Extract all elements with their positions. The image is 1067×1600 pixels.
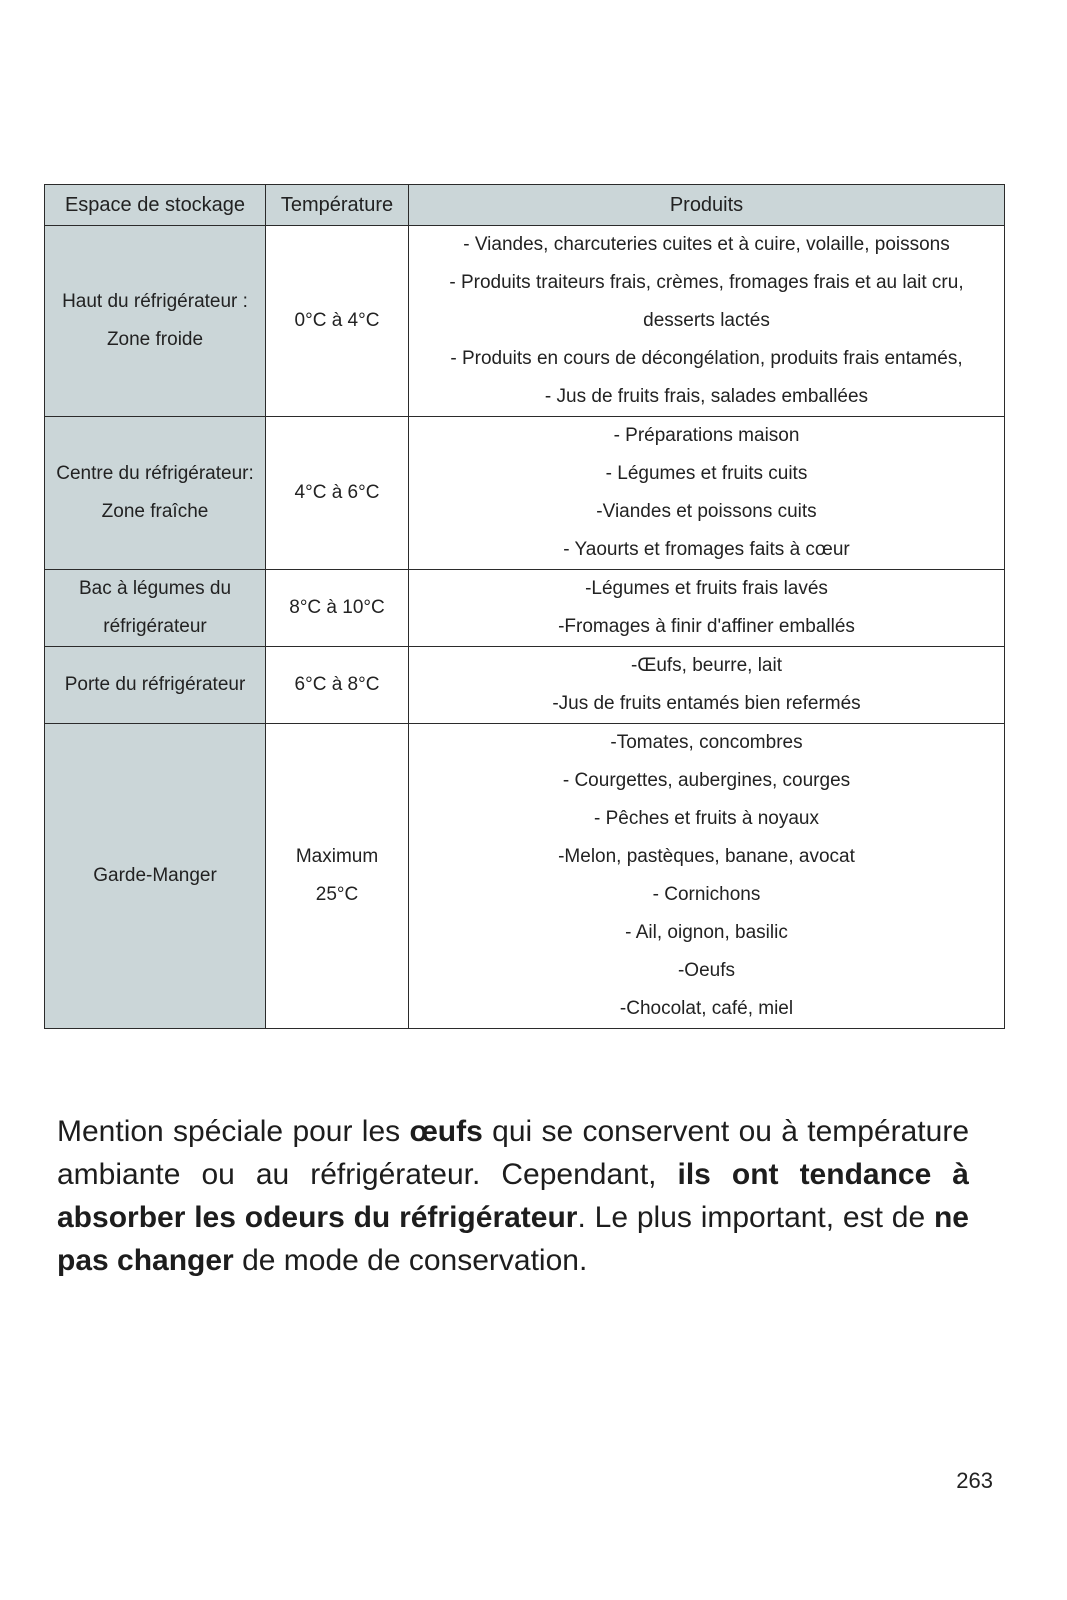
temperature-value: 8°C à 10°C [289, 597, 385, 618]
product-item: -Chocolat, café, miel [619, 998, 794, 1019]
product-item: -Oeufs [677, 960, 736, 981]
product-item: -Tomates, concombres [610, 732, 803, 753]
table-row [45, 417, 1005, 570]
bold-do-not-change: ne pas changer [57, 1201, 969, 1277]
storage-zone-label: Porte du réfrigérateur [64, 674, 246, 695]
product-item: -Œufs, beurre, lait [631, 655, 782, 676]
product-item: -Viandes et poissons cuits [596, 501, 817, 522]
temperature-value: Maximum [295, 846, 379, 867]
header-storage-space: Espace de stockage [45, 185, 266, 226]
products-cell [409, 417, 1005, 570]
storage-table [44, 184, 1005, 1029]
products-cell [409, 724, 1005, 1029]
product-item: - Légumes et fruits cuits [605, 463, 808, 484]
storage-zone-label: Zone fraîche [101, 501, 209, 522]
product-item: - Viandes, charcuteries cuites et à cuire, volaille, poissons [463, 234, 950, 255]
page-number: 263 [956, 1468, 993, 1493]
storage-zone-label: Centre du réfrigérateur: [56, 463, 254, 484]
temperature-cell [266, 417, 409, 570]
storage-zone-cell [45, 724, 266, 1029]
bold-eggs: œufs [409, 1115, 483, 1148]
product-item: - Préparations maison [613, 425, 800, 446]
bold-absorb-odours: ils ont tendance à absorber les odeurs du réfrigérateur [57, 1158, 969, 1234]
temperature-cell [266, 570, 409, 647]
table-row [45, 226, 1005, 417]
temperature-value: 25°C [315, 884, 359, 905]
temperature-value: 6°C à 8°C [294, 674, 380, 695]
product-item: - Yaourts et fromages faits à cœur [563, 539, 850, 560]
table-row [45, 724, 1005, 1029]
table-row [45, 647, 1005, 724]
product-item: - Pêches et fruits à noyaux [594, 808, 819, 829]
table-row [45, 570, 1005, 647]
product-item: - Produits traiteurs frais, crèmes, fromages frais et au lait cru, desserts lactés [449, 272, 964, 331]
header-temperature: Température [266, 185, 409, 226]
temperature-cell [266, 226, 409, 417]
table-header-row [45, 185, 1005, 226]
temperature-cell [266, 647, 409, 724]
product-item: -Fromages à finir d'affiner emballés [558, 616, 855, 637]
product-item: -Jus de fruits entamés bien refermés [552, 693, 861, 714]
storage-zone-cell [45, 570, 266, 647]
temperature-value: 0°C à 4°C [294, 310, 380, 331]
product-item: - Produits en cours de décongélation, produits frais entamés, [450, 348, 963, 369]
storage-zone-label: Haut du réfrigérateur : [62, 291, 248, 312]
storage-zone-cell [45, 647, 266, 724]
storage-zone-label: réfrigérateur [103, 616, 207, 637]
storage-zone-label: Zone froide [106, 329, 204, 350]
storage-zone-cell [45, 226, 266, 417]
storage-zone-cell [45, 417, 266, 570]
header-products: Produits [409, 185, 1005, 226]
product-item: - Jus de fruits frais, salades emballées [544, 386, 869, 407]
temperature-cell [266, 724, 409, 1029]
products-cell [409, 570, 1005, 647]
storage-zone-label: Bac à légumes du [78, 578, 232, 599]
product-item: -Légumes et fruits frais lavés [585, 578, 828, 599]
special-mention-paragraph: Mention spéciale pour les œufs qui se conservent ou à température ambiante ou au réfrigérateur. Cependant, ils ont tendance à absorber les odeurs du réfrigérateur. Le plus important, est de ne pas changer de mode de conservation. [57, 1115, 970, 1277]
products-cell [409, 647, 1005, 724]
temperature-value: 4°C à 6°C [294, 482, 380, 503]
product-item: -Melon, pastèques, banane, avocat [558, 846, 855, 867]
product-item: - Courgettes, aubergines, courges [562, 770, 851, 791]
products-cell [409, 226, 1005, 417]
storage-zone-label: Garde-Manger [93, 865, 217, 886]
product-item: - Ail, oignon, basilic [625, 922, 788, 943]
product-item: - Cornichons [652, 884, 761, 905]
